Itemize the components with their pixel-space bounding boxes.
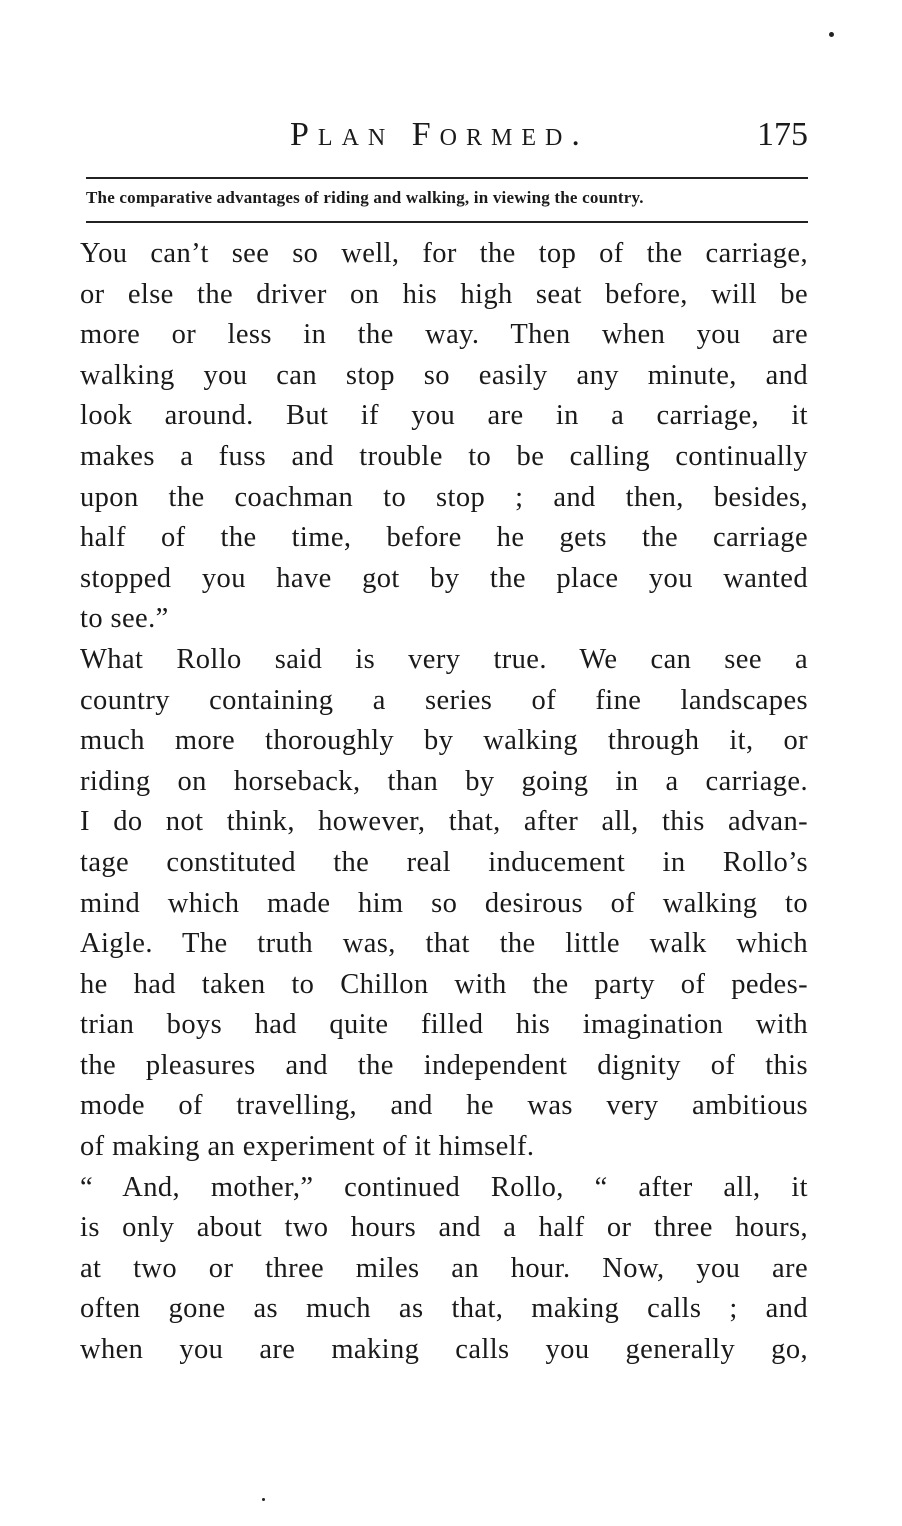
text-line: of making an experiment of it himself. — [80, 1131, 535, 1163]
text-line: I do not think, however, that, after all, this advan- — [80, 806, 808, 838]
text-line: tage constituted the real inducement in Rollo’s — [80, 846, 808, 878]
text-line: Aigle. The truth was, that the little walk which — [80, 928, 808, 960]
running-title: Plan Formed. — [290, 116, 589, 153]
text-line: is only about two hours and a half or three hours, — [80, 1212, 808, 1244]
text-line: often gone as much as that, making calls ; and — [80, 1293, 808, 1325]
text-line: country containing a series of fine landscapes — [80, 684, 808, 716]
text-line: the pleasures and the independent dignity of this — [80, 1049, 808, 1081]
text-line: mind which made him so desirous of walking to — [80, 887, 808, 919]
text-line: half of the time, before he gets the carriage — [80, 522, 808, 554]
text-line: “ And, mother,” continued Rollo, “ after all, it — [80, 1171, 808, 1203]
chapter-subtitle: The comparative advantages of riding and walking, in viewing the country. — [86, 188, 644, 207]
text-line: makes a fuss and trouble to be calling continually — [80, 440, 808, 472]
header-rule-top — [86, 177, 808, 179]
text-line: upon the coachman to stop ; and then, besides, — [80, 481, 808, 513]
text-line: when you are making calls you generally go, — [80, 1334, 808, 1366]
ink-speck — [829, 32, 834, 37]
text-line: You can’t see so well, for the top of the carriage, — [80, 238, 808, 269]
text-line: look around. But if you are in a carriage, it — [80, 400, 808, 432]
text-line: he had taken to Chillon with the party of pedes- — [80, 968, 808, 1000]
text-line: to see.” — [80, 603, 169, 635]
body-text — [80, 234, 808, 1371]
header-rule-bottom — [86, 221, 808, 223]
text-line: What Rollo said is very true. We can see a — [80, 643, 808, 675]
page-number: 175 — [757, 116, 808, 153]
ink-speck — [262, 1498, 265, 1501]
text-line: riding on horseback, than by going in a carriage. — [80, 765, 808, 797]
text-line: at two or three miles an hour. Now, you are — [80, 1252, 808, 1284]
page-header — [80, 116, 808, 166]
text-line: stopped you have got by the place you wanted — [80, 562, 808, 594]
text-line: mode of travelling, and he was very ambitious — [80, 1090, 808, 1122]
text-line: or else the driver on his high seat before, will be — [80, 278, 808, 310]
text-line: walking you can stop so easily any minute, and — [80, 359, 808, 391]
text-line: more or less in the way. Then when you are — [80, 319, 808, 351]
text-line: trian boys had quite filled his imagination with — [80, 1009, 808, 1041]
text-line: much more thoroughly by walking through it, or — [80, 725, 808, 757]
